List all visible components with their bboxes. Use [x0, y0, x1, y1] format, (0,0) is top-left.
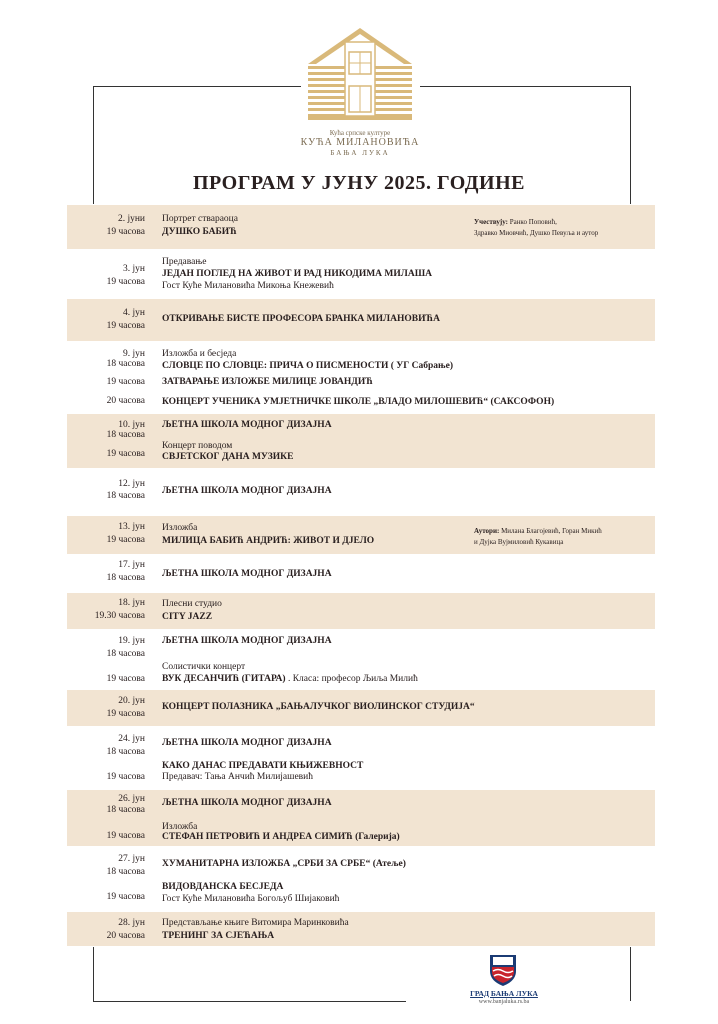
event-date: 4. јун	[123, 308, 145, 318]
event-time: 18 часова	[106, 491, 145, 501]
event-time-2: 19 часова	[106, 377, 145, 387]
event-time: 19 часова	[106, 535, 145, 545]
event-row	[67, 850, 655, 908]
event-date: 3. јун	[123, 264, 145, 274]
event-category-2: Солистички концерт	[162, 662, 246, 672]
note-text: Милана Благојевић, Горан Микић	[499, 527, 602, 535]
logo-name: КУЋА МИЛАНОВИЋА	[300, 137, 420, 148]
event-time: 19 часова	[106, 227, 145, 237]
event-row	[67, 730, 655, 786]
event-date: 27. јун	[118, 854, 145, 864]
event-row	[67, 912, 655, 946]
event-time-2: 19 часова	[106, 674, 145, 684]
event-row	[67, 472, 655, 512]
event-title: МИЛИЦА БАБИЋ АНДРИЋ: ЖИВОТ И ДЈЕЛО	[162, 536, 375, 546]
footer-url: www.banjaluka.rs.ba	[478, 999, 530, 1005]
event-time: 18 часова	[106, 867, 145, 877]
frame-top-right-line	[420, 86, 631, 87]
city-coat-of-arms-icon	[488, 953, 518, 987]
event-time-2: 19 часова	[106, 449, 145, 459]
event-title: ЉЕТНА ШКОЛА МОДНОГ ДИЗАЈНА	[162, 486, 332, 496]
event-title: ЈЕДАН ПОГЛЕД НА ЖИВОТ И РАД НИКОДИМА МИЛАША	[162, 269, 432, 279]
event-date: 19. јун	[118, 636, 145, 646]
event-time: 18 часова	[106, 359, 145, 369]
event-row	[67, 690, 655, 726]
event-time-3: 20 часова	[106, 396, 145, 406]
event-category: Портрет ствараоца	[162, 214, 238, 224]
event-date: 12. јун	[118, 479, 145, 489]
frame-bottom-left-vertical	[93, 947, 94, 1001]
event-time: 19 часова	[106, 709, 145, 719]
event-title-2: СТЕФАН ПЕТРОВИЋ И АНДРЕА СИМИЋ (Галерија)	[162, 832, 400, 842]
event-category: Предавање	[162, 257, 207, 267]
event-time-2: 19 часова	[106, 831, 145, 841]
event-row	[67, 790, 655, 846]
event-category: Представљање књиге Витомира Маринковића	[162, 918, 349, 928]
note-text-line2: Здравко Миовчић, Душко Певуља и аутор	[474, 228, 599, 237]
event-title: ЉЕТНА ШКОЛА МОДНОГ ДИЗАЈНА	[162, 798, 332, 808]
event-time: 18 часова	[106, 573, 145, 583]
event-title: ОТКРИВАЊЕ БИСТЕ ПРОФЕСОРА БРАНКА МИЛАНОВИЋА	[162, 314, 440, 324]
event-title: ЉЕТНА ШКОЛА МОДНОГ ДИЗАЈНА	[162, 636, 332, 646]
event-title-3: КОНЦЕРТ УЧЕНИКА УМЈЕТНИЧКЕ ШКОЛЕ „ВЛАДО МИЛОШЕВИЋ“ (САКСОФОН)	[162, 397, 555, 407]
event-detail-2: Гост Куће Милановића Богољуб Шијаковић	[162, 894, 340, 904]
footer-city-name: ГРАД БАЊА ЛУКА	[470, 989, 538, 998]
event-time: 19.30 часова	[94, 611, 145, 621]
frame-bottom-line	[93, 1001, 406, 1002]
event-date: 10. јун	[118, 420, 145, 430]
event-date: 18. јун	[118, 598, 145, 608]
event-title-2: ВУК ДЕСАНЧИЋ (ГИТАРА)	[162, 674, 286, 684]
event-title: CITY JAZZ	[162, 612, 213, 622]
event-participants-note	[474, 217, 598, 238]
event-date: 17. јун	[118, 560, 145, 570]
event-title-2: КАКО ДАНАС ПРЕДАВАТИ КЊИЖЕВНОСТ	[162, 761, 364, 771]
event-time: 18 часова	[106, 430, 145, 440]
event-authors-note	[474, 526, 602, 547]
event-row	[67, 558, 655, 590]
event-time: 19 часова	[106, 277, 145, 287]
event-date: 20. јун	[118, 696, 145, 706]
event-row	[67, 593, 655, 629]
event-title-2-line	[162, 674, 418, 685]
event-title: ДУШКО БАБИЋ	[162, 227, 237, 237]
note-label: Аутори:	[474, 527, 500, 535]
event-title: ЉЕТНА ШКОЛА МОДНОГ ДИЗАЈНА	[162, 738, 332, 748]
event-category-2: Концерт поводом	[162, 441, 233, 451]
event-detail-2: Предавач: Тања Анчић Милијашевић	[162, 772, 313, 782]
event-title: ЉЕТНА ШКОЛА МОДНОГ ДИЗАЈНА	[162, 420, 332, 430]
event-row	[67, 516, 655, 554]
frame-top-left-line	[93, 86, 301, 87]
event-category: Изложба и бесједа	[162, 349, 237, 359]
event-time: 20 часова	[106, 931, 145, 941]
event-time: 18 часова	[106, 649, 145, 659]
event-title-2: ЗАТВАРАЊЕ ИЗЛОЖБЕ МИЛИЦЕ ЈОВАНДИЋ	[162, 377, 373, 387]
event-date: 9. јун	[123, 349, 145, 359]
house-logo-icon	[300, 26, 420, 126]
event-row	[67, 253, 655, 295]
event-category: Плесни студио	[162, 599, 222, 609]
frame-bottom-right-vertical	[630, 947, 631, 1001]
event-row	[67, 633, 655, 687]
event-time-2: 19 часова	[106, 772, 145, 782]
event-title-2: ВИДОВДАНСКА БЕСЈЕДА	[162, 882, 284, 892]
note-text: Ранко Поповић,	[507, 218, 557, 226]
event-row	[67, 414, 655, 468]
event-time: 18 часова	[106, 747, 145, 757]
event-row	[67, 345, 655, 411]
event-title: ХУМАНИТАРНА ИЗЛОЖБА „СРБИ ЗА СРБЕ“ (Атеље)	[162, 859, 406, 869]
page-title: ПРОГРАМ У ЈУНУ 2025. ГОДИНЕ	[192, 172, 525, 194]
event-date: 28. јун	[118, 918, 145, 928]
event-row	[67, 299, 655, 341]
event-title: КОНЦЕРТ ПОЛАЗНИКА „БАЊАЛУЧКОГ ВИОЛИНСКОГ СТУДИЈА“	[162, 702, 475, 712]
note-label: Учествују:	[474, 218, 508, 226]
event-title: ЉЕТНА ШКОЛА МОДНОГ ДИЗАЈНА	[162, 569, 332, 579]
event-date: 26. јун	[118, 794, 145, 804]
event-date: 24. јун	[118, 734, 145, 744]
event-title: СЛОВЦЕ ПО СЛОВЦЕ: ПРИЧА О ПИСМЕНОСТИ ( УГ Сабрање)	[162, 361, 454, 371]
event-date: 13. јун	[118, 522, 145, 532]
event-row	[67, 205, 655, 249]
event-category-2: Изложба	[162, 822, 198, 832]
event-title: ТРЕНИНГ ЗА СЈЕЋАЊА	[162, 931, 275, 941]
event-date: 2. јуни	[117, 214, 145, 224]
event-detail-2: . Класа: професор Љиља Милић	[285, 674, 418, 684]
event-time: 18 часова	[106, 805, 145, 815]
note-text-line2: и Дујка Вујмиловић Кукавица	[474, 537, 564, 546]
event-time: 19 часова	[106, 321, 145, 331]
event-title-2: СВЈЕТСКОГ ДАНА МУЗИКЕ	[162, 452, 294, 462]
logo-city: БАЊА ЛУКА	[330, 149, 390, 157]
event-time-2: 19 часова	[106, 892, 145, 902]
logo-subtitle: Кућа српске културе	[329, 129, 391, 137]
event-detail: Гост Куће Милановића Микоња Кнежевић	[162, 281, 334, 291]
event-category: Изложба	[162, 523, 198, 533]
